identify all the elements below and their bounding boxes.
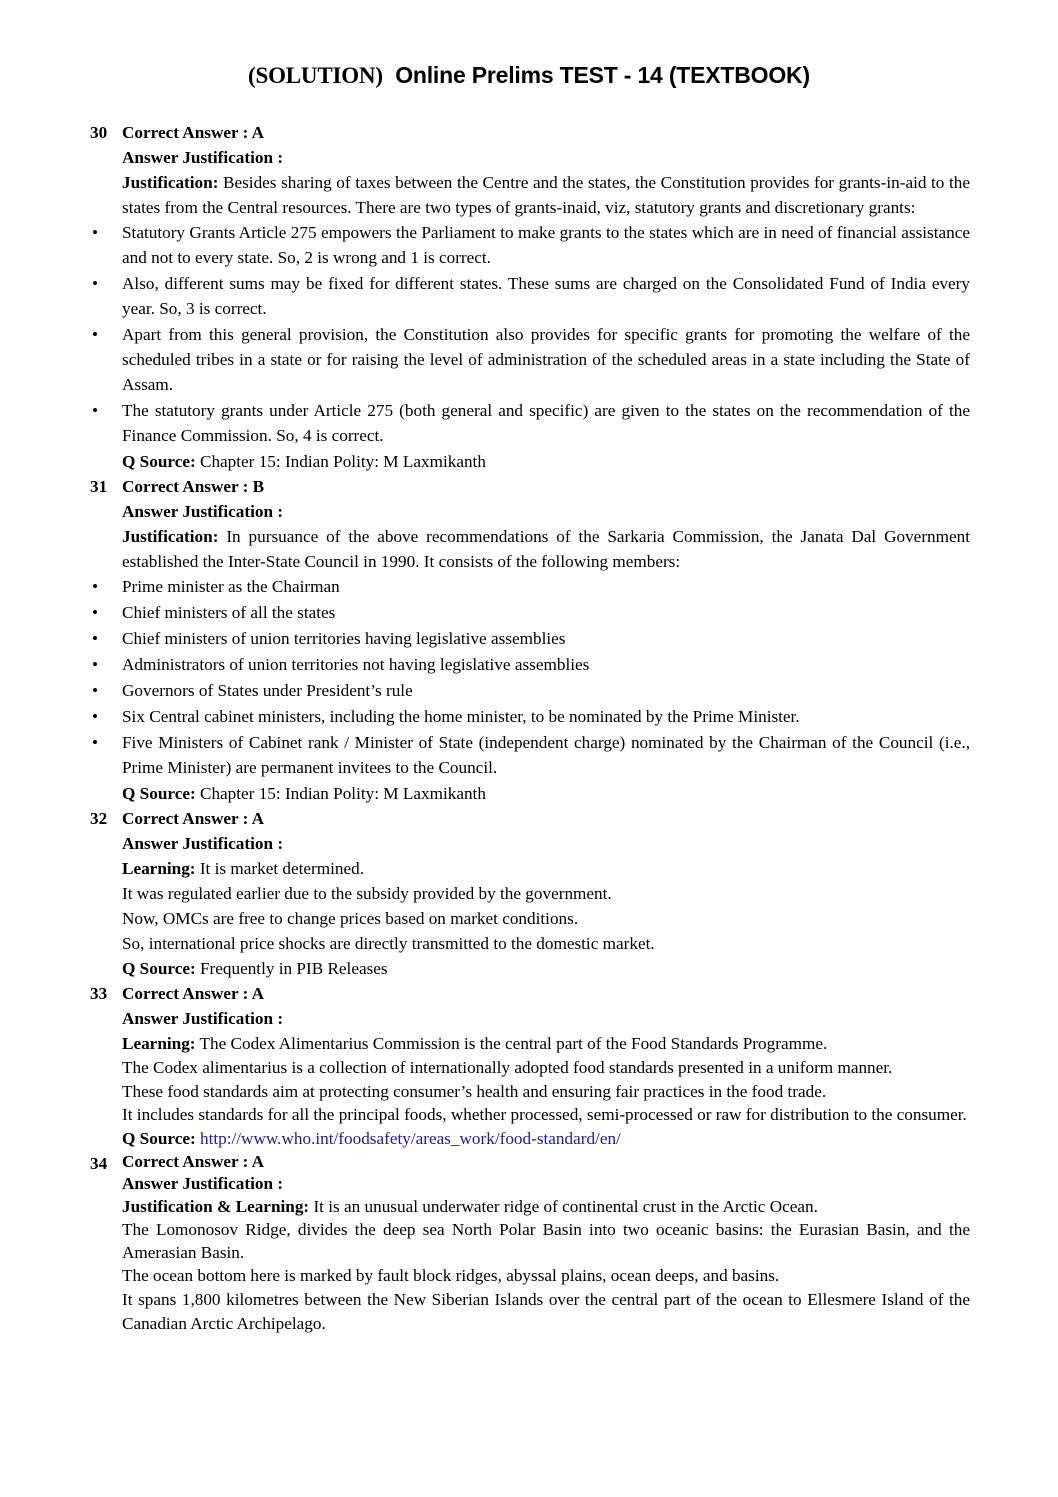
bullet-item [90, 678, 970, 703]
source-link[interactable]: http://www.who.int/foodsafety/areas_work/food-standard/en/ [199, 1129, 621, 1148]
bullet-text: Prime minister as the Chairman [122, 577, 340, 596]
text-line: Now, OMCs are free to change prices based on market conditions. [122, 909, 579, 928]
question-source [122, 449, 970, 474]
bullet-item [90, 730, 970, 780]
learning-paragraph [122, 856, 970, 881]
bullet-icon: • [92, 325, 99, 344]
bullet-item [90, 220, 970, 270]
document-content [90, 120, 970, 1336]
bullet-icon: • [92, 274, 99, 293]
source-label: Q Source: [122, 1129, 196, 1148]
question-number: 30 [90, 123, 108, 142]
page-title [0, 62, 1058, 89]
text-line: So, international price shocks are directly transmitted to the domestic market. [122, 934, 655, 953]
bullet-text: Governors of States under President’s rule [122, 681, 413, 700]
source-label: Q Source: [122, 784, 196, 803]
answer-justification-label: Answer Justification : [122, 834, 284, 853]
bullet-icon: • [92, 401, 99, 420]
learning-label: Learning: [122, 1034, 196, 1053]
source-text: Chapter 15: Indian Polity: M Laxmikanth [195, 452, 486, 471]
text-line: These food standards aim at protecting consumer’s health and ensuring fair practices in the food trade. [122, 1082, 827, 1101]
bullet-icon: • [92, 707, 99, 726]
justification-label: Justification: [122, 173, 219, 192]
bullet-icon: • [92, 655, 99, 674]
question-source [122, 956, 970, 981]
learning-paragraph [122, 1031, 970, 1056]
bullet-text: The statutory grants under Article 275 (both general and specific) are given to the states on the recommendation of the Finance Commission. So, 4 is correct. [122, 401, 970, 445]
source-label: Q Source: [122, 959, 196, 978]
learning-paragraph [122, 1195, 970, 1218]
bullet-icon: • [92, 681, 99, 700]
question-31 [90, 474, 970, 806]
justification-label: Justification: [122, 527, 219, 546]
text-line: It spans 1,800 kilometres between the New Siberian Islands over the central part of the ocean to Ellesmere Island of the Canadian Arctic Archipelago. [122, 1290, 970, 1333]
correct-answer: Correct Answer : B [122, 477, 265, 496]
bullet-icon: • [92, 733, 99, 752]
bullet-item [90, 322, 970, 397]
bullet-text: Administrators of union territories not having legislative assemblies [122, 655, 590, 674]
bullet-item [90, 600, 970, 625]
question-number: 34 [90, 1154, 108, 1173]
bullet-item [90, 626, 970, 651]
question-30 [90, 120, 970, 474]
bullet-item [90, 574, 970, 599]
bullet-item [90, 271, 970, 321]
bullet-text: Six Central cabinet ministers, including the home minister, to be nominated by the Prime Minister. [122, 707, 800, 726]
correct-answer: Correct Answer : A [122, 984, 265, 1003]
justification-paragraph [122, 170, 970, 220]
learning-text: The Codex Alimentarius Commission is the central part of the Food Standards Programme. [195, 1034, 828, 1053]
bullet-icon: • [92, 223, 99, 242]
source-text: Chapter 15: Indian Polity: M Laxmikanth [195, 784, 486, 803]
bullet-item [90, 652, 970, 677]
bullet-item [90, 398, 970, 448]
question-number: 33 [90, 984, 108, 1003]
bullet-text: Also, different sums may be fixed for different states. These sums are charged on the Consolidated Fund of India every year. So, 3 is correct. [122, 274, 970, 318]
title-prefix: (SOLUTION) [248, 63, 383, 88]
source-label: Q Source: [122, 452, 196, 471]
question-34 [90, 1151, 970, 1336]
question-source [122, 1126, 970, 1151]
correct-answer: Correct Answer : A [122, 809, 265, 828]
bullet-text: Chief ministers of union territories having legislative assemblies [122, 629, 566, 648]
question-number: 31 [90, 477, 108, 496]
bullet-icon: • [92, 629, 99, 648]
learning-label: Justification & Learning: [122, 1197, 310, 1216]
title-main: Online Prelims TEST - 14 (TEXTBOOK) [395, 62, 810, 88]
bullet-text: Chief ministers of all the states [122, 603, 336, 622]
text-line: The Lomonosov Ridge, divides the deep sea North Polar Basin into two oceanic basins: the Eurasian Basin, and the Amerasian Basin. [122, 1220, 970, 1262]
question-33 [90, 981, 970, 1151]
question-number: 32 [90, 809, 108, 828]
question-32 [90, 806, 970, 981]
correct-answer: Correct Answer : A [122, 123, 265, 142]
bullet-item [90, 704, 970, 729]
text-line: It includes standards for all the principal foods, whether processed, semi-processed or raw for distribution to the consumer. [122, 1105, 967, 1124]
text-line: It was regulated earlier due to the subsidy provided by the government. [122, 884, 612, 903]
bullet-text: Statutory Grants Article 275 empowers the Parliament to make grants to the states which are in need of financial assistance and not to every state. So, 2 is wrong and 1 is correct. [122, 223, 970, 267]
source-text: Frequently in PIB Releases [195, 959, 388, 978]
text-line: The ocean bottom here is marked by fault block ridges, abyssal plains, ocean deeps, and basins. [122, 1266, 780, 1285]
bullet-text: Apart from this general provision, the Constitution also provides for specific grants for promoting the welfare of the scheduled tribes in a state or for raising the level of administration of the scheduled areas in a state including the State of Assam. [122, 325, 970, 394]
question-source [122, 781, 970, 806]
learning-text: It is an unusual underwater ridge of continental crust in the Arctic Ocean. [309, 1197, 818, 1216]
correct-answer: Correct Answer : A [122, 1152, 265, 1171]
justification-paragraph [122, 524, 970, 574]
text-line: The Codex alimentarius is a collection of internationally adopted food standards presented in a uniform manner. [122, 1058, 893, 1077]
bullet-icon: • [92, 603, 99, 622]
learning-label: Learning: [122, 859, 196, 878]
learning-text: It is market determined. [195, 859, 365, 878]
bullet-icon: • [92, 577, 99, 596]
answer-justification-label: Answer Justification : [122, 502, 284, 521]
justification-text: Besides sharing of taxes between the Centre and the states, the Constitution provides for grants-in-aid to the states from the Central resources. There are two types of grants-inaid, viz, statutory grants and discretionary grants: [122, 173, 970, 217]
bullet-list [90, 574, 970, 780]
answer-justification-label: Answer Justification : [122, 1174, 284, 1193]
justification-text: In pursuance of the above recommendations of the Sarkaria Commission, the Janata Dal Government established the Inter-State Council in 1990. It consists of the following members: [122, 527, 970, 571]
bullet-text: Five Ministers of Cabinet rank / Minister of State (independent charge) nominated by the Chairman of the Council (i.e., Prime Minister) are permanent invitees to the Council. [122, 733, 970, 777]
answer-justification-label: Answer Justification : [122, 148, 284, 167]
answer-justification-label: Answer Justification : [122, 1009, 284, 1028]
bullet-list [90, 220, 970, 448]
